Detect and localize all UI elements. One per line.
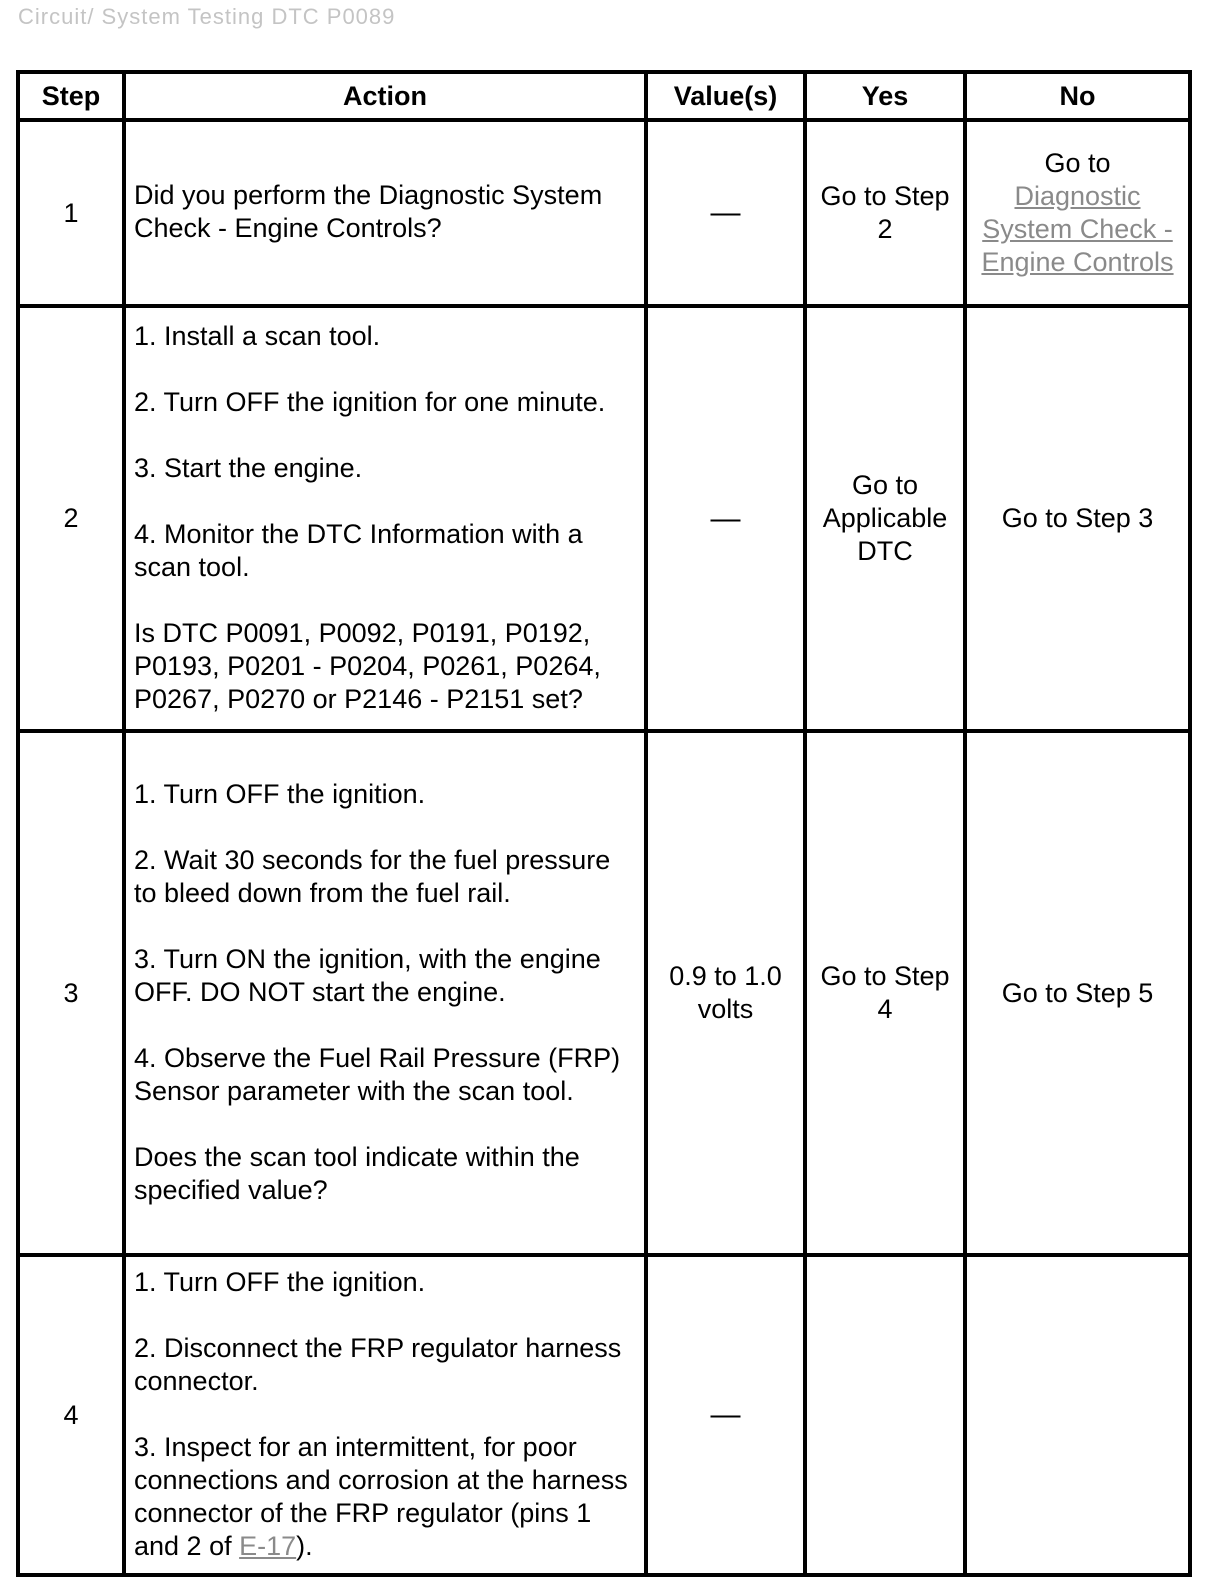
- no-prefix: Go to: [1044, 148, 1111, 178]
- action-cell: [124, 1255, 646, 1575]
- action-text: 3. Inspect for an intermittent, for poor connections and corrosion at the harness connector of the FRP regulator (pins 1 and 2 of E-17).: [134, 1431, 628, 1561]
- header-yes: Yes: [805, 72, 965, 120]
- action-text: 2. Wait 30 seconds for the fuel pressure to bleed down from the fuel rail.: [134, 844, 611, 908]
- no-cell: Go to Step 3: [965, 306, 1190, 731]
- value-cell: —: [646, 120, 805, 306]
- value-cell: —: [646, 306, 805, 731]
- action-text: Did you perform the Diagnostic System Check - Engine Controls?: [134, 180, 603, 243]
- table-row: [18, 120, 1190, 306]
- diagnostic-system-check-link[interactable]: Diagnostic System Check - Engine Controls: [981, 181, 1174, 277]
- header-values: Value(s): [646, 72, 805, 120]
- no-cell: Go to Step 5: [965, 731, 1190, 1255]
- action-text: 1. Install a scan tool.: [134, 320, 381, 351]
- header-step: Step: [18, 72, 124, 120]
- action-text: 1. Turn OFF the ignition.: [134, 1266, 426, 1297]
- action-cell: [124, 731, 646, 1255]
- yes-cell: Go to Applicable DTC: [805, 306, 965, 731]
- action-text: 2. Turn OFF the ignition for one minute.: [134, 386, 606, 417]
- action-cell: [124, 306, 646, 731]
- yes-cell: Go to Step 4: [805, 731, 965, 1255]
- value-cell: —: [646, 1255, 805, 1575]
- action-text: 2. Disconnect the FRP regulator harness connector.: [134, 1332, 622, 1396]
- table-row: [18, 1255, 1190, 1575]
- action-cell: [124, 120, 646, 306]
- action-text: 4. Monitor the DTC Information with a scan tool.: [134, 518, 583, 582]
- action-text: 4. Observe the Fuel Rail Pressure (FRP) Sensor parameter with the scan tool.: [134, 1042, 621, 1106]
- value-cell: 0.9 to 1.0 volts: [646, 731, 805, 1255]
- action-text: 1. Turn OFF the ignition.: [134, 778, 426, 809]
- yes-cell: [805, 1255, 965, 1575]
- no-cell: [965, 120, 1190, 306]
- step-number: 3: [18, 731, 124, 1255]
- no-cell: [965, 1255, 1190, 1575]
- page-title: Circuit/ System Testing DTC P0089: [18, 4, 396, 29]
- connector-e17-link[interactable]: E-17: [239, 1530, 297, 1561]
- action-text: 3. Turn ON the ignition, with the engine OFF. DO NOT start the engine.: [134, 943, 601, 1007]
- table-header-row: [18, 72, 1190, 120]
- step-number: 2: [18, 306, 124, 731]
- action-question: Is DTC P0091, P0092, P0191, P0192, P0193, P0201 - P0204, P0261, P0264, P0267, P0270 or P2146 - P2151 set?: [134, 617, 601, 714]
- header-no: No: [965, 72, 1190, 120]
- yes-cell: Go to Step 2: [805, 120, 965, 306]
- action-text: 3. Start the engine.: [134, 452, 363, 483]
- header-action: Action: [124, 72, 646, 120]
- step-number: 1: [18, 120, 124, 306]
- diagnostic-table: [16, 70, 1192, 1577]
- step-number: 4: [18, 1255, 124, 1575]
- table-row: [18, 731, 1190, 1255]
- table-row: [18, 306, 1190, 731]
- action-question: Does the scan tool indicate within the specified value?: [134, 1141, 580, 1205]
